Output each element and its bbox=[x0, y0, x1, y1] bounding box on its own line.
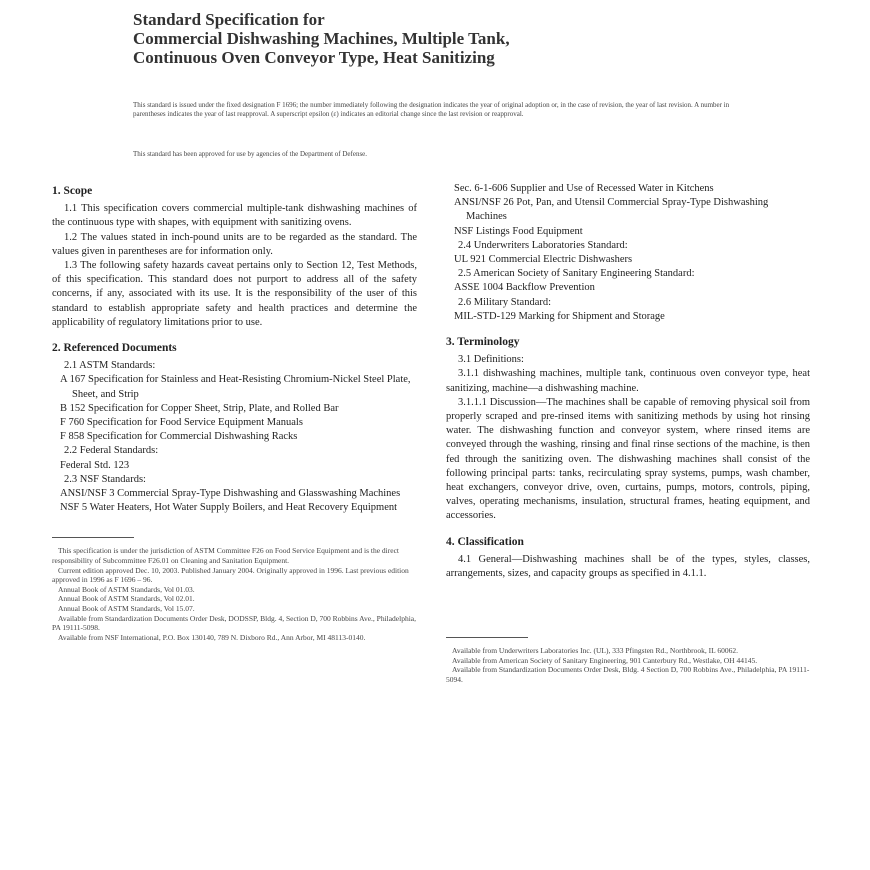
title-line: Standard Specification for bbox=[133, 10, 325, 29]
footnote-rule bbox=[446, 637, 528, 638]
terminology-subheading: 3.1 Definitions: bbox=[458, 354, 524, 366]
scope-paragraph: 1.3 The following safety hazards caveat pertains only to Section 12, Test Methods, of this specification. This standard does not purport to address all of the safety concerns, if any, associated with its use. It is the responsibility of the user of this standard to establish appropriate safety and health practices and determine the applicability of regulatory limitations prior to use. bbox=[52, 260, 417, 328]
reference-item: UL 921 Commercial Electric Dishwashers bbox=[454, 254, 633, 266]
footnote: Available from American Society of Sanitary Engineering, 901 Canterbury Rd., Westlake, OH 44145. bbox=[452, 655, 758, 665]
reference-item: F 760 Specification for Food Service Equipment Manuals bbox=[60, 417, 303, 429]
title-block bbox=[133, 10, 773, 67]
reference-item: Sec. 6-1-606 Supplier and Use of Recessed Water in Kitchens bbox=[454, 183, 714, 194]
reference-item: ANSI/NSF 3 Commercial Spray-Type Dishwashing and Glasswashing Machines bbox=[60, 488, 401, 500]
section-heading-classification: 4. Classification bbox=[446, 535, 524, 548]
title-line: Continuous Oven Conveyor Type, Heat Sanitizing bbox=[133, 48, 495, 67]
section-heading-scope: 1. Scope bbox=[52, 185, 93, 197]
terminology-paragraph: 3.1.1.1 Discussion—The machines shall be capable of removing physical soil from properly scraped and pre-rinsed items with sanitizing methods by using hot rinsing water. The dishwashing function and conveyor system, where rinsed items are conveyed through the washing, rinsing and final rinse sections of the machine, is then fed through the sanitizing oven. The dishwashing machines shall consist of the following principal parts: tanks, recirculating spray systems, pumps, wash chamber, heat exchangers, conveyor drive, oven, curtains, pumps, motors, controls, piping, valves, operating mechanisms, insulation, structural frames, heating equipment, and accessories. bbox=[446, 396, 810, 522]
reference-item: NSF Listings Food Equipment bbox=[454, 225, 583, 237]
footnote: Annual Book of ASTM Standards, Vol 01.03. bbox=[58, 584, 195, 594]
footnote: Available from Standardization Documents Order Desk, DODSSP, Bldg. 4, Section D, 700 Robbins Ave., Philadelphia, PA 19111-5098. bbox=[52, 613, 417, 633]
right-column bbox=[446, 182, 810, 685]
reference-item: A 167 Specification for Stainless and Heat-Resisting Chromium-Nickel Steel Plate, Sheet, and Strip bbox=[60, 374, 411, 400]
reference-subheading: 2.3 NSF Standards: bbox=[64, 473, 146, 485]
footnote: Annual Book of ASTM Standards, Vol 15.07. bbox=[58, 604, 195, 614]
reference-item: MIL-STD-129 Marking for Shipment and Storage bbox=[454, 310, 665, 322]
footnote: Available from Underwriters Laboratories Inc. (UL), 333 Pfingsten Rd., Northbrook, IL 60062. bbox=[452, 646, 738, 656]
abstract-text: This standard is issued under the fixed designation F 1696; the number immediately following the designation indicates the year of original adoption or, in the case of revision, the year of last revision. A number in parentheses indicates the year of last reapproval. A superscript epsilon (ε) indicates an editorial change since the last revision or reapproval. bbox=[133, 101, 730, 118]
reference-item: ASSE 1004 Backflow Prevention bbox=[454, 282, 595, 294]
title-line: Commercial Dishwashing Machines, Multiple Tank, bbox=[133, 29, 510, 48]
scope-paragraph: 1.1 This specification covers commercial multiple-tank dishwashing machines of the continuous type with shapes, with equipment with sanitizing ovens. bbox=[52, 203, 417, 229]
approval-note: This standard has been approved for use by agencies of the Department of Defense. bbox=[133, 150, 368, 158]
footnote: This specification is under the jurisdiction of ASTM Committee F26 on Food Service Equipment and is the direct responsibility of Subcommittee F26.01 on Cleaning and Sanitation Equipment. bbox=[52, 546, 399, 566]
terminology-paragraph: 3.1.1 dishwashing machines, multiple tank, continuous oven conveyor type, heat sanitizing, machine—a dishwashing machine. bbox=[446, 368, 810, 394]
reference-item: F 858 Specification for Commercial Dishwashing Racks bbox=[60, 431, 298, 443]
footnote: Current edition approved Dec. 10, 2003. Published January 2004. Originally approved in 1996. Last previous edition approved in 1996 as F 1696 – 96. bbox=[52, 565, 409, 585]
section-heading-references: 2. Referenced Documents bbox=[52, 342, 177, 355]
footnote: Annual Book of ASTM Standards, Vol 02.01. bbox=[58, 594, 195, 604]
reference-item: B 152 Specification for Copper Sheet, Strip, Plate, and Rolled Bar bbox=[60, 402, 339, 414]
classification-paragraph: 4.1 General—Dishwashing machines shall be of the types, styles, classes, arrangements, sizes, and capacity groups as specified in 4.1.1. bbox=[446, 553, 810, 580]
reference-subheading: 2.5 American Society of Sanitary Engineering Standard: bbox=[458, 268, 695, 280]
reference-subheading: 2.1 ASTM Standards: bbox=[64, 360, 156, 372]
reference-item: ANSI/NSF 26 Pot, Pan, and Utensil Commercial Spray-Type Dishwashing Machines bbox=[454, 197, 769, 223]
reference-subheading: 2.6 Military Standard: bbox=[458, 296, 552, 308]
footnote: Available from Standardization Documents Order Desk, Bldg. 4 Section D, 700 Robbins Ave., Philadelphia, PA 19111-5094. bbox=[446, 665, 810, 685]
reference-item: Federal Std. 123 bbox=[60, 459, 130, 471]
footnote-rule bbox=[52, 537, 134, 538]
left-column bbox=[52, 178, 417, 642]
scope-paragraph: 1.2 The values stated in inch-pound units are to be regarded as the standard. The values given in parentheses are for information only. bbox=[52, 231, 417, 257]
footnote: Available from NSF International, P.O. Box 130140, 789 N. Dixboro Rd., Ann Arbor, MI 48113-0140. bbox=[58, 632, 366, 642]
reference-subheading: 2.2 Federal Standards: bbox=[64, 445, 159, 457]
reference-subheading: 2.4 Underwriters Laboratories Standard: bbox=[458, 239, 628, 251]
reference-item: NSF 5 Water Heaters, Hot Water Supply Boilers, and Heat Recovery Equipment bbox=[60, 502, 398, 514]
section-heading-terminology: 3. Terminology bbox=[446, 336, 520, 349]
